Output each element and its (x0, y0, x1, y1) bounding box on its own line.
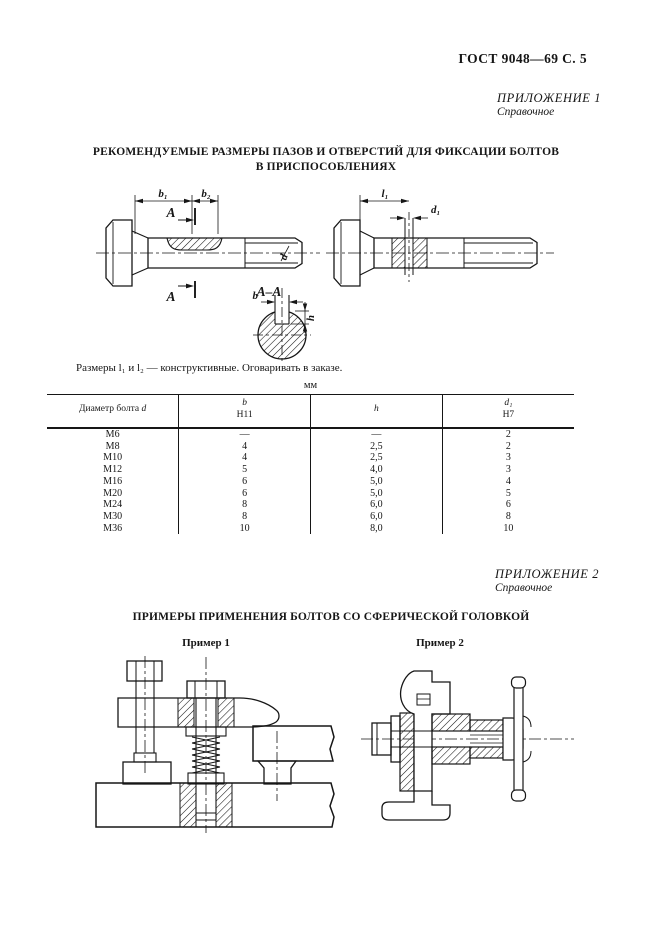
header-row (47, 395, 574, 428)
table-row (47, 522, 574, 534)
table-row (47, 464, 574, 476)
units-label: мм (303, 380, 318, 391)
table-row (47, 499, 574, 511)
example1-drawing (88, 653, 345, 836)
table-row (47, 428, 574, 441)
col-b: b H11 (179, 395, 311, 428)
table-cell: 6 (179, 487, 311, 499)
col-d1: d₁ H7 (442, 395, 574, 428)
dim-d1-label: d₁ (431, 204, 441, 216)
table-cell: 2 (442, 428, 574, 441)
table-cell: 10 (179, 522, 311, 534)
table-cell: 6 (442, 499, 574, 511)
section-mark-top: А (166, 205, 176, 220)
table-cell: 8 (179, 499, 311, 511)
appendix1-title-line2: В ПРИСПОСОБЛЕНИЯХ (255, 160, 397, 173)
table-cell: 10 (442, 522, 574, 534)
table-cell: 8 (442, 511, 574, 523)
table-row (47, 440, 574, 452)
dim-l1-label: l₁ (381, 188, 389, 200)
section-view-a-a (253, 288, 311, 364)
section-mark-bottom: А (166, 289, 176, 304)
table-cell: 3 (442, 464, 574, 476)
dimension-table-head (47, 395, 574, 428)
page-header: ГОСТ 9048—69 С. 5 (458, 51, 587, 66)
table-cell: 2,5 (311, 440, 443, 452)
table-cell: М30 (103, 510, 123, 522)
table-row (47, 511, 574, 523)
table-cell: 4 (179, 440, 311, 452)
table-cell: М6 (105, 429, 120, 441)
table-cell: 4 (179, 452, 311, 464)
dimension-table-wrap (47, 394, 574, 534)
table-cell: 5 (442, 487, 574, 499)
table-cell: М16 (103, 475, 123, 487)
appendix1-title (20, 145, 632, 175)
bolt-slot-drawing (96, 195, 320, 298)
table-cell: 6 (179, 476, 311, 488)
table-cell: 4 (442, 476, 574, 488)
table-row (47, 487, 574, 499)
example1-label: Пример 1 (182, 637, 230, 649)
col-h: h (311, 395, 443, 428)
table-row (47, 452, 574, 464)
table-cell: 5,0 (311, 487, 443, 499)
table-cell: 5 (179, 464, 311, 476)
appendix1-heading (497, 91, 601, 120)
table-cell: 3 (442, 452, 574, 464)
table-cell: 6,0 (311, 499, 443, 511)
appendix2-title: ПРИМЕРЫ ПРИМЕНЕНИЯ БОЛТОВ СО СФЕРИЧЕСКОЙ ГОЛОВКОЙ (132, 611, 530, 623)
dim-d-label: d (277, 252, 291, 262)
slot-section (167, 238, 222, 250)
table-cell: 4,0 (311, 464, 443, 476)
table-cell: 2,5 (311, 452, 443, 464)
figure-note: Размеры l₁ и l₂ — конструктивные. Оговаривать в заказе. (76, 362, 343, 374)
appendix1-title-line1: РЕКОМЕНДУЕМЫЕ РАЗМЕРЫ ПАЗОВ И ОТВЕРСТИЙ ДЛЯ ФИКСАЦИИ БОЛТОВ (92, 146, 560, 158)
table-cell: — (311, 428, 443, 441)
appendix2-label: ПРИЛОЖЕНИЕ 2 (495, 567, 600, 581)
table-cell: 5,0 (311, 476, 443, 488)
example2-drawing (358, 656, 582, 834)
table-cell: М24 (103, 499, 123, 511)
table-cell: — (179, 428, 311, 441)
col-diameter: Диаметр болта d (47, 395, 179, 428)
table-cell: 8,0 (311, 522, 443, 534)
table-cell: М20 (103, 487, 123, 499)
dimension-table-body (47, 428, 574, 534)
table-cell: 2 (442, 440, 574, 452)
dim-b-label: b (252, 290, 258, 302)
table-cell: 8 (179, 511, 311, 523)
appendix2-heading (495, 567, 599, 596)
table-cell: М10 (103, 452, 123, 464)
appendix2-sublabel: Справочное (495, 582, 553, 594)
appendix1-label: ПРИЛОЖЕНИЕ 1 (497, 91, 602, 105)
table-cell: 6,0 (311, 511, 443, 523)
section-view-label: А–А (256, 284, 282, 299)
table-cell: М12 (103, 464, 123, 476)
appendix1-sublabel: Справочное (497, 106, 555, 118)
bolt-fixation-figure (90, 178, 580, 364)
dim-h-label: h (305, 314, 317, 322)
dim-b2-label: b₂ (201, 188, 211, 200)
table-row (47, 476, 574, 488)
dim-b1-label: b₁ (158, 188, 168, 200)
example2-label: Пример 2 (416, 637, 464, 649)
table-cell: М36 (103, 522, 123, 534)
table-cell: М8 (105, 440, 120, 452)
dimension-table (47, 394, 574, 534)
